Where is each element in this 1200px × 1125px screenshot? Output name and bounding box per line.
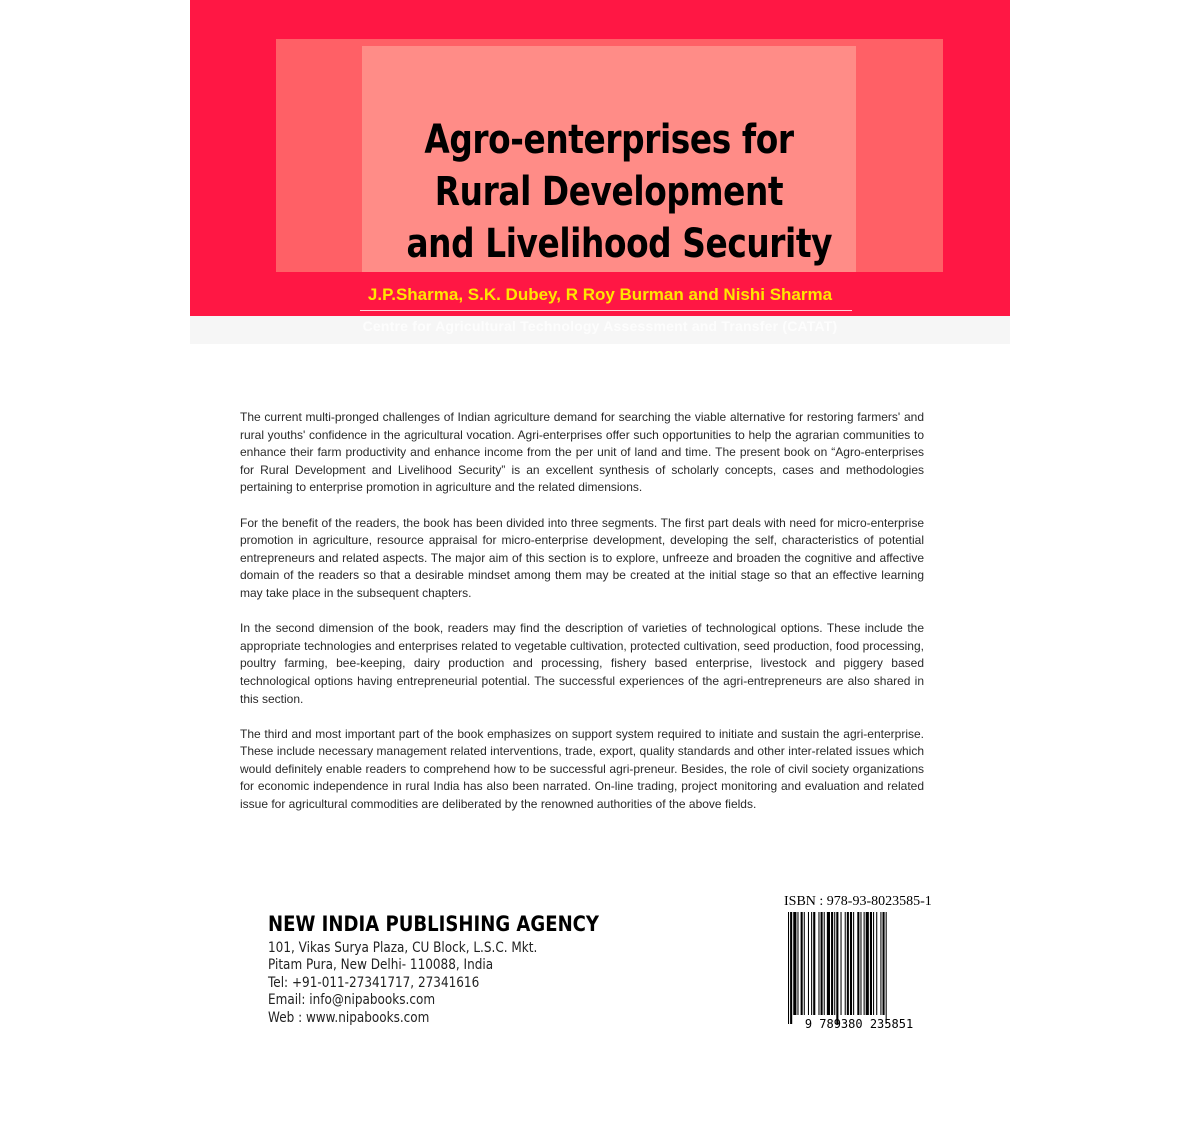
blurb-paragraph: The current multi-pronged challenges of Indian agriculture demand for searching the viable alternative for restoring farmers' and rural youths' confidence in the agricultural vocation. Agri-enterprises offer such opportunities to help the agrarian communities to enhance their farm productivity and enhance income from the per unit of land and time. The present book on “Agro-enterprises for Rural Development and Livelihood Security” is an excellent synthesis of scholarly concepts, cases and methodologies pertaining to enterprise promotion in agriculture and the related dimensions. bbox=[240, 410, 924, 495]
barcode-bar bbox=[790, 912, 792, 1024]
barcode-bar bbox=[824, 912, 825, 1015]
publisher-phone: Tel: +91-011-27341717, 27341616 bbox=[268, 974, 480, 991]
book-title bbox=[406, 114, 833, 270]
barcode-bar bbox=[880, 912, 881, 1015]
publisher-block bbox=[268, 912, 688, 1027]
barcode-bar bbox=[870, 912, 872, 1015]
barcode-bar bbox=[801, 912, 803, 1015]
barcode-bar bbox=[788, 912, 789, 1024]
barcode-bar bbox=[834, 912, 835, 1015]
barcode-bar bbox=[841, 912, 842, 1015]
blurb-text bbox=[240, 409, 924, 831]
barcode-digits: 9 789380 235851 bbox=[804, 1017, 914, 1030]
barcode-bar bbox=[818, 912, 819, 1015]
publisher-address-line: Pitam Pura, New Delhi- 110088, India bbox=[268, 957, 494, 974]
publisher-email: Email: info@nipabooks.com bbox=[268, 992, 436, 1009]
barcode-bar bbox=[821, 912, 823, 1015]
barcode-bar bbox=[864, 912, 865, 1015]
blurb-paragraph: The third and most important part of the book emphasizes on support system required to initiate and sustain the agri-enterprise. These include necessary management related interventions, trade, export, quality standards and other inter-related issues which would definitely enable readers to comprehend how to be successful agri-preneur. Besides, the role of civil society organizations for economic independence in rural India has also been narrated. On-line trading, project monitoring and evaluation and related issue for agricultural commodities are deliberated by the renowned authorities of the above fields. bbox=[240, 726, 924, 812]
barcode-bar bbox=[883, 912, 885, 1015]
barcode-bar bbox=[827, 912, 830, 1015]
barcode-bar bbox=[853, 912, 854, 1015]
barcode-bar bbox=[813, 912, 815, 1015]
blurb-paragraph: For the benefit of the readers, the book has been divided into three segments. The first part deals with need for micro-enterprise promotion in agriculture, resource appraisal for micro-enterprise development, developing the self, characteristics of potential entrepreneurs and related aspects. The major aim of this section is to explore, unfreeze and broaden the cognitive and affective domain of the readers so that a desirable mindset among them may be created at the initial stage so that an effective learning may take place in the subsequent chapters. bbox=[240, 515, 924, 600]
barcode-bar bbox=[857, 912, 859, 1015]
title-line: Rural Development bbox=[434, 169, 784, 215]
authors-underline bbox=[360, 310, 852, 311]
title-line: Agro-enterprises for bbox=[424, 117, 794, 163]
book-authors: J.P.Sharma, S.K. Dubey, R Roy Burman and Nishi Sharma bbox=[367, 285, 833, 304]
barcode-bar bbox=[793, 912, 796, 1015]
publisher-website: Web : www.nipabooks.com bbox=[268, 1009, 430, 1026]
isbn-label: ISBN : 978-93-8023585-1 bbox=[784, 894, 932, 909]
barcode-bar bbox=[831, 912, 833, 1015]
barcode-bar bbox=[847, 912, 849, 1015]
barcode-bar bbox=[808, 912, 809, 1015]
barcode-bar bbox=[886, 912, 887, 1024]
barcode-bar bbox=[860, 912, 861, 1015]
publisher-name: NEW INDIA PUBLISHING AGENCY bbox=[268, 912, 600, 936]
barcode-bar bbox=[873, 912, 874, 1015]
barcode-bar bbox=[850, 912, 852, 1015]
barcode-bar bbox=[811, 912, 812, 1015]
barcode-bar bbox=[804, 912, 805, 1015]
barcode-bar bbox=[797, 912, 798, 1015]
barcode-bar bbox=[866, 912, 869, 1015]
publisher-address-line: 101, Vikas Surya Plaza, CU Block, L.S.C. Mkt. bbox=[268, 940, 538, 956]
barcode-bar bbox=[876, 912, 877, 1015]
isbn-barcode bbox=[786, 912, 932, 1030]
institution-line: Centre for Agricultural Technology Assessment and Transfer (CATAT) bbox=[362, 318, 838, 334]
title-line: and Livelihood Security bbox=[406, 221, 833, 267]
barcode-bar bbox=[836, 912, 838, 1024]
blurb-paragraph: In the second dimension of the book, readers may find the description of varieties of technological options. These include the appropriate technologies and enterprises related to vegetable cultivation, protected cultivation, seed production, food processing, poultry farming, bee-keeping, dairy production and processing, fishery based enterprise, livestock and piggery based technological options having entrepreneurial potential. The successful experiences of the agri-entrepreneurs are also shared in this section. bbox=[240, 621, 924, 706]
barcode-bar bbox=[845, 912, 846, 1015]
